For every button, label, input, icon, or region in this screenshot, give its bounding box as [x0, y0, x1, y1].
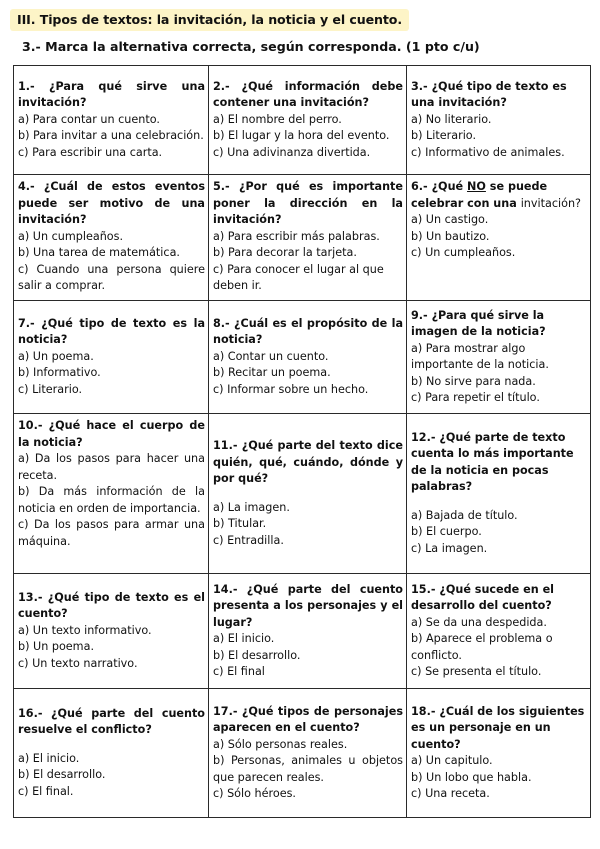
question-row	[14, 574, 591, 689]
question-cell-4	[14, 175, 209, 301]
question-cell-17	[209, 689, 407, 818]
question-7-text: 7.- ¿Qué tipo de texto es la noticia?	[18, 316, 205, 347]
question-13-option-a[interactable]: a) Un texto informativo.	[18, 623, 152, 637]
question-13-option-b[interactable]: b) Un poema.	[18, 640, 94, 654]
question-8-option-c[interactable]: c) Informar sobre un hecho.	[213, 382, 369, 396]
question-12-text: 12.- ¿Qué parte de texto cuenta lo más importante de la noticia en pocas palabras?	[411, 430, 574, 494]
question-6-suffix: invitación?	[520, 196, 581, 210]
question-6-middle: se puede celebrar con una	[411, 180, 548, 210]
question-7-option-b[interactable]: b) Informativo.	[18, 366, 101, 380]
question-6-prefix: 6.- ¿Qué	[411, 180, 468, 193]
question-6-option-b[interactable]: b) Un bautizo.	[411, 229, 490, 243]
question-cell-18	[407, 689, 591, 818]
question-cell-6	[407, 175, 591, 301]
question-row	[14, 414, 591, 574]
questions-table	[13, 65, 591, 818]
question-cell-1	[14, 66, 209, 175]
question-15-option-b[interactable]: b) Aparece el problema o conflicto.	[411, 632, 553, 662]
question-row	[14, 66, 591, 175]
question-13-option-c[interactable]: c) Un texto narrativo.	[18, 656, 138, 670]
question-5-text: 5.- ¿Por qué es importante poner la dirección en la invitación?	[213, 180, 403, 226]
question-3-option-c[interactable]: c) Informativo de animales.	[411, 145, 565, 159]
question-cell-15	[407, 574, 591, 689]
question-15-option-c[interactable]: c) Se presenta el título.	[411, 665, 542, 678]
question-2-option-c[interactable]: c) Una adivinanza divertida.	[213, 145, 371, 159]
question-11-option-a[interactable]: a) La imagen.	[213, 500, 290, 514]
question-cell-10	[14, 414, 209, 574]
question-7-option-c[interactable]: c) Literario.	[18, 382, 83, 396]
question-row	[14, 175, 591, 301]
spacer	[18, 739, 205, 751]
question-17-option-a[interactable]: a) Sólo personas reales.	[213, 737, 348, 751]
question-11-option-c[interactable]: c) Entradilla.	[213, 533, 284, 547]
question-8-text: 8.- ¿Cuál es el propósito de la noticia?	[213, 316, 403, 347]
question-cell-11	[209, 414, 407, 574]
question-cell-3	[407, 66, 591, 175]
question-15-option-a[interactable]: a) Se da una despedida.	[411, 615, 547, 629]
question-cell-14	[209, 574, 407, 689]
question-1-option-b[interactable]: b) Para invitar a una celebración.	[18, 129, 204, 143]
question-10-option-c[interactable]: c) Da los pasos para armar una máquina.	[18, 518, 205, 548]
question-3-option-b[interactable]: b) Literario.	[411, 129, 476, 143]
question-10-option-b[interactable]: b) Da más información de la noticia en orden de importancia.	[18, 485, 205, 515]
question-4-option-b[interactable]: b) Una tarea de matemática.	[18, 246, 180, 259]
question-5-option-a[interactable]: a) Para escribir más palabras.	[213, 229, 380, 243]
question-14-option-b[interactable]: b) El desarrollo.	[213, 648, 301, 662]
question-17-option-b[interactable]: b) Personas, animales u objetos que parecen reales.	[213, 754, 403, 784]
question-12-option-c[interactable]: c) La imagen.	[411, 541, 488, 555]
question-cell-9	[407, 301, 591, 414]
question-4-option-c[interactable]: c) Cuando una persona quiere salir a comprar.	[18, 262, 205, 292]
question-16-option-b[interactable]: b) El desarrollo.	[18, 768, 106, 782]
question-16-option-c[interactable]: c) El final.	[18, 784, 74, 798]
question-3-option-a[interactable]: a) No literario.	[411, 112, 492, 126]
question-cell-12	[407, 414, 591, 574]
question-18-option-c[interactable]: c) Una receta.	[411, 787, 490, 800]
question-cell-7	[14, 301, 209, 414]
question-6-text	[411, 179, 587, 212]
question-6-option-c[interactable]: c) Un cumpleaños.	[411, 246, 516, 259]
question-4-option-a[interactable]: a) Un cumpleaños.	[18, 229, 124, 243]
question-14-option-c[interactable]: c) El final	[213, 665, 265, 678]
question-18-text: 18.- ¿Cuál de los siguientes es un personaje en un cuento?	[411, 704, 585, 751]
question-8-option-a[interactable]: a) Contar un cuento.	[213, 349, 329, 363]
question-9-option-a[interactable]: a) Para mostrar algo importante de la noticia.	[411, 341, 549, 371]
question-4-text: 4.- ¿Cuál de estos eventos puede ser motivo de una invitación?	[18, 180, 205, 226]
question-17-text: 17.- ¿Qué tipos de personajes aparecen en el cuento?	[213, 704, 403, 734]
spacer	[411, 496, 587, 508]
question-6-option-a[interactable]: a) Un castigo.	[411, 213, 489, 226]
question-cell-13	[14, 574, 209, 689]
question-13-text: 13.- ¿Qué tipo de texto es el cuento?	[18, 590, 205, 621]
question-cell-8	[209, 301, 407, 414]
question-15-text: 15.- ¿Qué sucede en el desarrollo del cuento?	[411, 582, 555, 612]
question-14-text: 14.- ¿Qué parte del cuento presenta a los personajes y el lugar?	[213, 582, 403, 629]
question-cell-2	[209, 66, 407, 175]
question-11-option-b[interactable]: b) Titular.	[213, 517, 267, 530]
question-9-option-c[interactable]: c) Para repetir el título.	[411, 391, 540, 404]
question-cell-16	[14, 689, 209, 818]
question-7-option-a[interactable]: a) Un poema.	[18, 349, 94, 363]
question-2-text: 2.- ¿Qué información debe contener una invitación?	[213, 79, 403, 110]
question-1-option-c[interactable]: c) Para escribir una carta.	[18, 145, 163, 159]
question-3-text: 3.- ¿Qué tipo de texto es una invitación?	[411, 79, 567, 110]
question-18-option-b[interactable]: b) Un lobo que habla.	[411, 770, 532, 784]
spacer	[213, 488, 403, 500]
question-1-text: 1.- ¿Para qué sirve una invitación?	[18, 79, 205, 110]
section-title: III. Tipos de textos: la invitación, la noticia y el cuento.	[10, 9, 409, 31]
question-9-option-b[interactable]: b) No sirve para nada.	[411, 374, 536, 388]
question-12-option-b[interactable]: b) El cuerpo.	[411, 525, 482, 539]
question-16-option-a[interactable]: a) El inicio.	[18, 751, 80, 765]
question-6-underlined-word: NO	[467, 180, 486, 193]
question-8-option-b[interactable]: b) Recitar un poema.	[213, 366, 331, 380]
question-10-option-a[interactable]: a) Da los pasos para hacer una receta.	[18, 452, 205, 482]
question-1-option-a[interactable]: a) Para contar un cuento.	[18, 112, 160, 126]
question-row	[14, 301, 591, 414]
question-10-text: 10.- ¿Qué hace el cuerpo de la noticia?	[18, 419, 205, 449]
question-18-option-a[interactable]: a) Un capitulo.	[411, 754, 493, 767]
question-11-text: 11.- ¿Qué parte del texto dice quién, qué, cuándo, dónde y por qué?	[213, 439, 403, 485]
question-5-option-b[interactable]: b) Para decorar la tarjeta.	[213, 246, 357, 259]
question-14-option-a[interactable]: a) El inicio.	[213, 632, 275, 645]
question-12-option-a[interactable]: a) Bajada de título.	[411, 508, 518, 522]
question-16-text: 16.- ¿Qué parte del cuento resuelve el conflicto?	[18, 706, 205, 737]
question-5-option-c[interactable]: c) Para conocer el lugar al que deben ir.	[213, 262, 384, 292]
question-9-text: 9.- ¿Para qué sirve la imagen de la noticia?	[411, 308, 546, 338]
question-row	[14, 689, 591, 818]
question-2-option-b[interactable]: b) El lugar y la hora del evento.	[213, 129, 390, 143]
question-2-option-a[interactable]: a) El nombre del perro.	[213, 112, 342, 126]
question-cell-5	[209, 175, 407, 301]
question-17-option-c[interactable]: c) Sólo héroes.	[213, 787, 296, 800]
instruction: 3.- Marca la alternativa correcta, según corresponda. (1 pto c/u)	[22, 39, 480, 54]
